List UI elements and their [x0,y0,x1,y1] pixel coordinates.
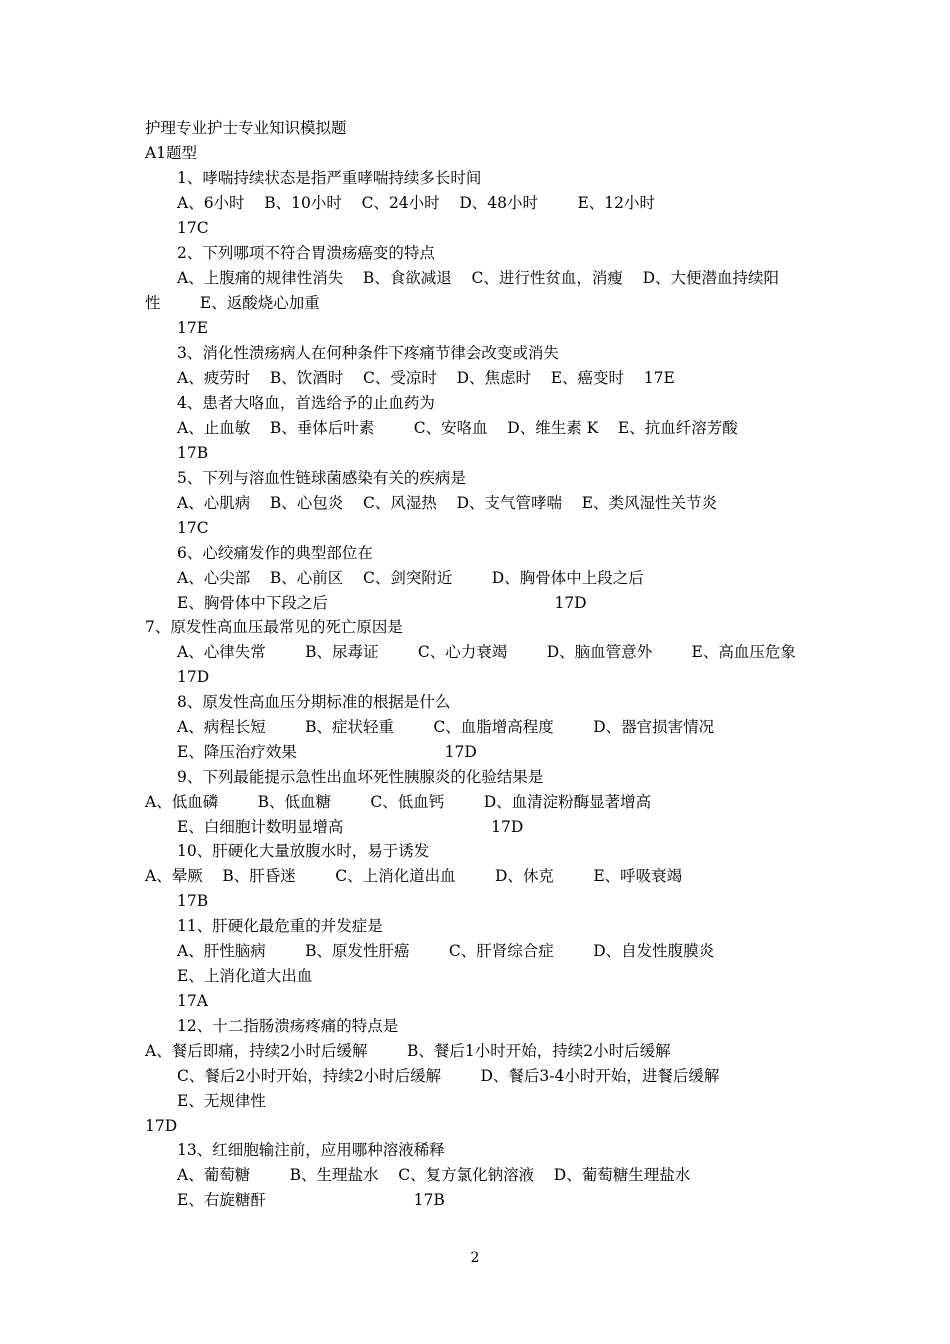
question-stem: 13、红细胞输注前，应用哪种溶液稀释 [177,1141,445,1159]
answer-options: A、心肌病 B、心包炎 C、风湿热 D、支气管哮喘 E、类风湿性关节炎 [177,494,718,512]
question-stem: 12、十二指肠溃疡疼痛的特点是 [177,1017,399,1035]
answer-key: 17B [177,444,209,462]
answer-options: A、止血敏 B、垂体后叶素 C、安咯血 D、维生素 K E、抗血纤溶芳酸 [177,419,738,437]
answer-options: A、心律失常 B、尿毒证 C、心力衰竭 D、脑血管意外 E、高血压危象 [177,643,796,661]
answer-options: A、6小时 B、10小时 C、24小时 D、48小时 E、12小时 [177,194,655,212]
section-heading: A1题型 [145,144,198,162]
answer-options: E、无规律性 [177,1092,266,1110]
answer-key: 17B [177,892,209,910]
question-stem: 3、消化性溃疡病人在何种条件下疼痛节律会改变或消失 [177,344,559,362]
question-stem: 4、患者大咯血，首选给予的止血药为 [177,394,435,412]
question-stem: 1、哮喘持续状态是指严重哮喘持续多长时间 [177,169,482,187]
answer-options: A、心尖部 B、心前区 C、剑突附近 D、胸骨体中上段之后 [177,569,644,587]
answer-options: 性 E、返酸烧心加重 [145,294,320,312]
answer-options: A、低血磷 B、低血糖 C、低血钙 D、血清淀粉酶显著增高 [145,793,652,811]
answer-options: E、上消化道大出血 [177,967,313,985]
question-stem: 11、肝硬化最危重的并发症是 [177,917,383,935]
answer-options: A、肝性脑病 B、原发性肝癌 C、肝肾综合症 D、自发性腹膜炎 [177,942,715,960]
question-stem: 2、下列哪项不符合胃溃疡癌变的特点 [177,244,435,262]
answer-key: 17D [177,668,210,686]
answer-options: E、白细胞计数明显增高 17D [177,818,524,836]
page-number: 2 [470,1250,480,1266]
answer-key: 17D [145,1117,178,1135]
answer-options: A、餐后即痛，持续2小时后缓解 B、餐后1小时开始，持续2小时后缓解 [145,1042,671,1060]
question-stem: 6、心绞痛发作的典型部位在 [177,544,373,562]
answer-options: A、上腹痛的规律性消失 B、食欲减退 C、进行性贫血，消瘦 D、大便潜血持续阳 [177,269,779,287]
answer-key: 17C [177,519,209,537]
answer-key: 17A [177,992,208,1010]
answer-options: E、右旋糖酐 17B [177,1191,445,1209]
answer-options: A、葡萄糖 B、生理盐水 C、复方氯化钠溶液 D、葡萄糖生理盐水 [177,1166,691,1184]
answer-options: A、病程长短 B、症状轻重 C、血脂增高程度 D、器官损害情况 [177,718,715,736]
answer-key: 17E [177,319,209,337]
question-stem: 9、下列最能提示急性出血坏死性胰腺炎的化验结果是 [177,768,544,786]
question-stem: 7、原发性高血压最常见的死亡原因是 [145,618,403,636]
question-stem: 5、下列与溶血性链球菌感染有关的疾病是 [177,469,466,487]
answer-options: A、晕厥 B、肝昏迷 C、上消化道出血 D、休克 E、呼吸衰竭 [145,867,683,885]
answer-options: C、餐后2小时开始，持续2小时后缓解 D、餐后3-4小时开始，进餐后缓解 [177,1067,720,1085]
page-title: 护理专业护士专业知识模拟题 [145,119,347,137]
answer-options: E、胸骨体中下段之后 17D [177,594,587,612]
question-stem: 10、肝硬化大量放腹水时，易于诱发 [177,842,430,860]
answer-options: A、疲劳时 B、饮酒时 C、受凉时 D、焦虑时 E、癌变时 17E [177,369,675,387]
question-stem: 8、原发性高血压分期标准的根据是什么 [177,693,451,711]
answer-key: 17C [177,219,209,237]
answer-options: E、降压治疗效果 17D [177,743,477,761]
